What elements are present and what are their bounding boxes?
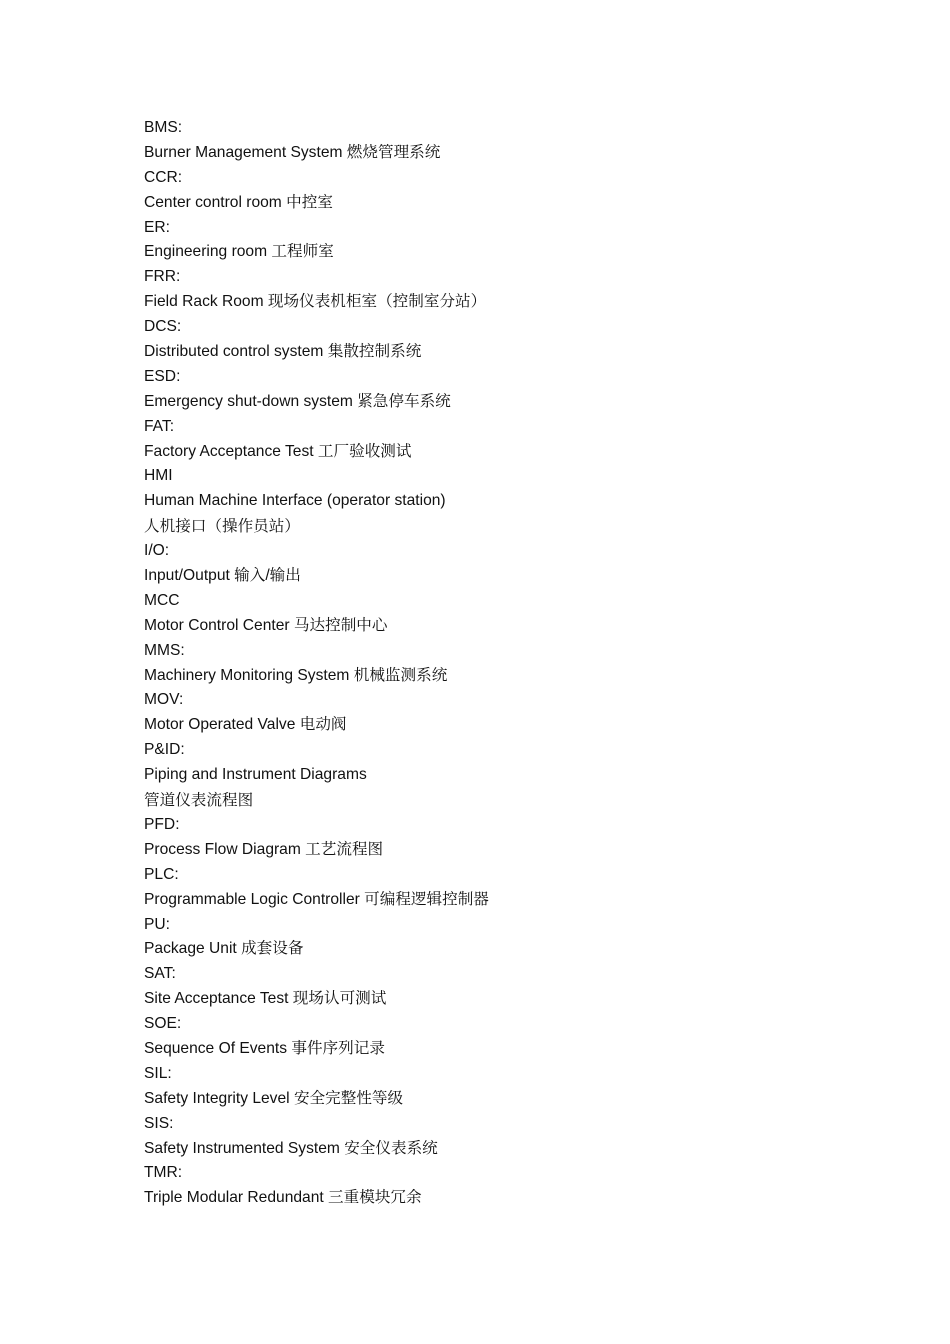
definition-mov: Motor Operated Valve 电动阀 (144, 716, 347, 734)
abbreviation-sis: SIS: (144, 1114, 174, 1132)
definition-fat: Factory Acceptance Test 工厂验收测试 (144, 442, 412, 460)
abbreviation-soe: SOE: (144, 1015, 182, 1033)
abbreviation-glossary (144, 116, 864, 1211)
abbreviation-dcs: DCS: (144, 318, 182, 336)
definition-pfd: Process Flow Diagram 工艺流程图 (144, 840, 384, 858)
abbreviation-bms: BMS: (144, 119, 183, 136)
abbreviation-er: ER: (144, 218, 170, 236)
definition-frr: Field Rack Room 现场仪表机柜室（控制室分站） (144, 293, 487, 311)
definition-esd: Emergency shut-down system 紧急停车系统 (144, 392, 451, 410)
abbreviation-io: I/O: (144, 542, 170, 560)
abbreviation-pid: P&ID: (144, 741, 185, 759)
abbreviation-sat: SAT: (144, 965, 176, 983)
abbreviation-hmi: HMI (144, 467, 173, 485)
definition-mcc: Motor Control Center 马达控制中心 (144, 616, 388, 634)
definition-dcs: Distributed control system 集散控制系统 (144, 343, 422, 361)
definition-sis: Safety Instrumented System 安全仪表系统 (144, 1139, 438, 1157)
definition-mms: Machinery Monitoring System 机械监测系统 (144, 666, 448, 684)
abbreviation-mcc: MCC (144, 591, 180, 609)
definition-hmi-chinese: 人机接口（操作员站） (144, 517, 300, 536)
definition-pid-chinese: 管道仪表流程图 (144, 791, 254, 810)
definition-ccr: Center control room 中控室 (144, 193, 333, 211)
abbreviation-mov: MOV: (144, 691, 184, 709)
abbreviation-tmr: TMR: (144, 1164, 183, 1182)
definition-io: Input/Output 输入/输出 (144, 567, 301, 585)
abbreviation-mms: MMS: (144, 641, 185, 659)
abbreviation-esd: ESD: (144, 367, 181, 385)
definition-sat: Site Acceptance Test 现场认可测试 (144, 990, 387, 1008)
definition-er: Engineering room 工程师室 (144, 243, 334, 261)
abbreviation-frr: FRR: (144, 268, 181, 286)
definition-tmr: Triple Modular Redundant 三重模块冗余 (144, 1189, 422, 1207)
definition-plc: Programmable Logic Controller 可编程逻辑控制器 (144, 890, 489, 908)
definition-pid: Piping and Instrument Diagrams (144, 766, 367, 784)
definition-sil: Safety Integrity Level 安全完整性等级 (144, 1089, 404, 1107)
definition-soe: Sequence Of Events 事件序列记录 (144, 1039, 385, 1057)
abbreviation-plc: PLC: (144, 865, 179, 883)
abbreviation-sil: SIL: (144, 1064, 172, 1082)
abbreviation-ccr: CCR: (144, 168, 183, 186)
abbreviation-pfd: PFD: (144, 815, 180, 833)
abbreviation-pu: PU: (144, 915, 170, 933)
definition-pu: Package Unit 成套设备 (144, 940, 304, 958)
abbreviation-fat: FAT: (144, 417, 175, 435)
definition-hmi: Human Machine Interface (operator station) (144, 492, 446, 510)
definition-bms: Burner Management System 燃烧管理系统 (144, 143, 441, 161)
